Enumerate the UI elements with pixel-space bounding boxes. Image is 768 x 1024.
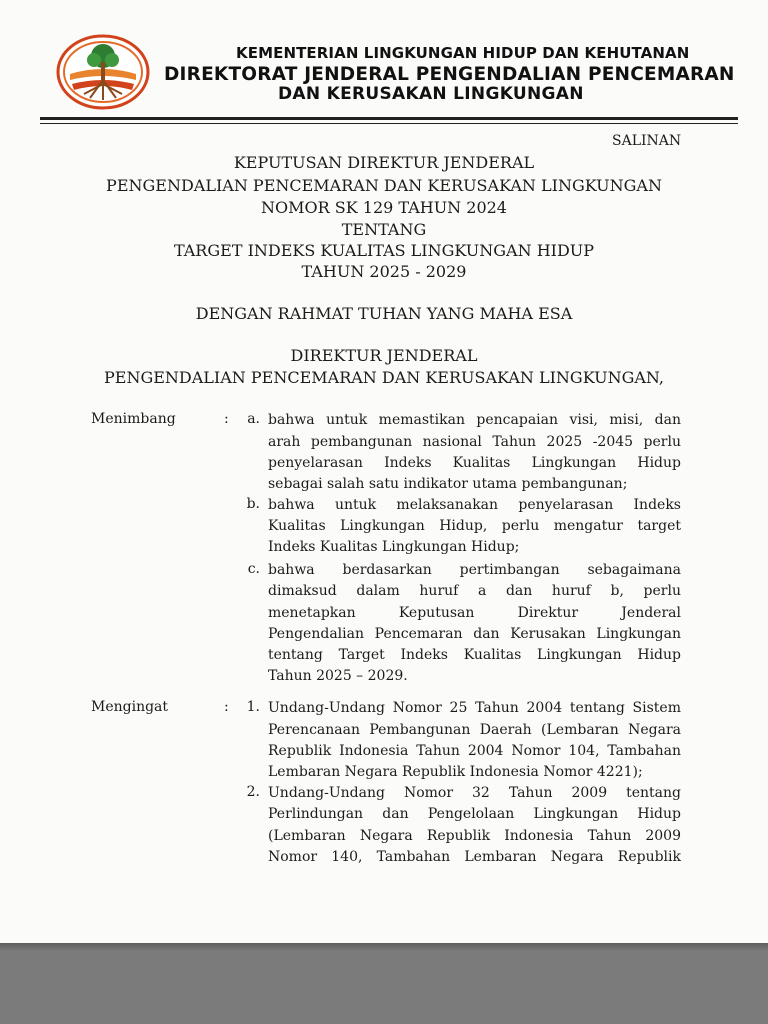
official-title: DIREKTUR JENDERAL <box>290 346 478 365</box>
item-marker: a. <box>247 411 260 427</box>
decree-title-line: PENGENDALIAN PENCEMARAN DAN KERUSAKAN LINGKUNGAN <box>106 176 662 195</box>
section-colon: : <box>224 411 229 427</box>
clause-line: menetapkan Keputusan Direktur Jenderal <box>268 605 681 621</box>
clause-line: Nomor 140, Tambahan Lembaran Negara Republik <box>268 849 681 865</box>
item-marker: b. <box>246 496 260 512</box>
opening-phrase: DENGAN RAHMAT TUHAN YANG MAHA ESA <box>195 304 573 323</box>
clause-line: penyelarasan Indeks Kualitas Lingkungan Hidup <box>268 455 681 471</box>
clause-line: (Lembaran Negara Republik Indonesia Tahun 2009 <box>268 828 681 844</box>
decree-title-line: KEPUTUSAN DIREKTUR JENDERAL <box>233 153 535 172</box>
section-label-mengingat: Mengingat <box>91 699 169 715</box>
clause-line: dimaksud dalam huruf a dan huruf b, perlu <box>268 583 681 599</box>
letterhead-rule-thin <box>40 123 738 124</box>
clause-line: Kualitas Lingkungan Hidup, perlu mengatur target <box>268 518 681 534</box>
clause-line: bahwa untuk memastikan pencapaian visi, misi, dan <box>268 412 681 428</box>
letterhead-rule <box>40 117 738 120</box>
section-colon: : <box>224 699 229 715</box>
section-label-menimbang: Menimbang <box>91 411 176 427</box>
clause-line: arah pembangunan nasional Tahun 2025 -2045 perlu <box>268 434 681 450</box>
decree-about: TENTANG <box>341 220 427 239</box>
clause-line: bahwa berdasarkan pertimbangan sebagaimana <box>268 562 681 578</box>
ministry-emblem-tree-icon <box>56 34 150 110</box>
clause-line: tentang Target Indeks Kualitas Lingkungan Hidup <box>268 647 681 663</box>
clause-line: Perlindungan dan Pengelolaan Lingkungan Hidup <box>268 806 681 822</box>
decree-number: NOMOR SK 129 TAHUN 2024 <box>261 198 507 217</box>
clause-line: Undang-Undang Nomor 25 Tahun 2004 tentang Sistem <box>268 700 681 716</box>
clause-line: Perencanaan Pembangunan Daerah (Lembaran Negara <box>268 722 681 738</box>
clause-line: Indeks Kualitas Lingkungan Hidup; <box>268 539 520 555</box>
ministry-name: KEMENTERIAN LINGKUNGAN HIDUP DAN KEHUTANAN <box>236 44 690 62</box>
clause-line: Tahun 2025 – 2029. <box>268 668 408 684</box>
clause-line: bahwa untuk melaksanakan penyelarasan Indeks <box>268 497 681 513</box>
item-marker: c. <box>247 561 260 577</box>
clause-line: Republik Indonesia Tahun 2004 Nomor 104, Tambahan <box>268 743 681 759</box>
item-marker: 1. <box>246 699 260 715</box>
item-marker: 2. <box>246 784 260 800</box>
clause-line: Undang-Undang Nomor 32 Tahun 2009 tentang <box>268 785 681 801</box>
official-title-cont: PENGENDALIAN PENCEMARAN DAN KERUSAKAN LINGKUNGAN, <box>104 368 664 387</box>
directorate-name-cont: DAN KERUSAKAN LINGKUNGAN <box>278 84 584 104</box>
copy-marker: SALINAN <box>612 133 682 149</box>
directorate-name: DIREKTORAT JENDERAL PENGENDALIAN PENCEMARAN <box>164 64 735 85</box>
decree-subject: TARGET INDEKS KUALITAS LINGKUNGAN HIDUP <box>173 241 595 260</box>
clause-line: Lembaran Negara Republik Indonesia Nomor 4221); <box>268 764 643 780</box>
clause-line: Pengendalian Pencemaran dan Kerusakan Lingkungan <box>268 626 681 642</box>
decree-period: TAHUN 2025 - 2029 <box>301 262 467 281</box>
clause-line: sebagai salah satu indikator utama pembangunan; <box>268 476 628 492</box>
page-edge-shadow <box>0 943 768 951</box>
